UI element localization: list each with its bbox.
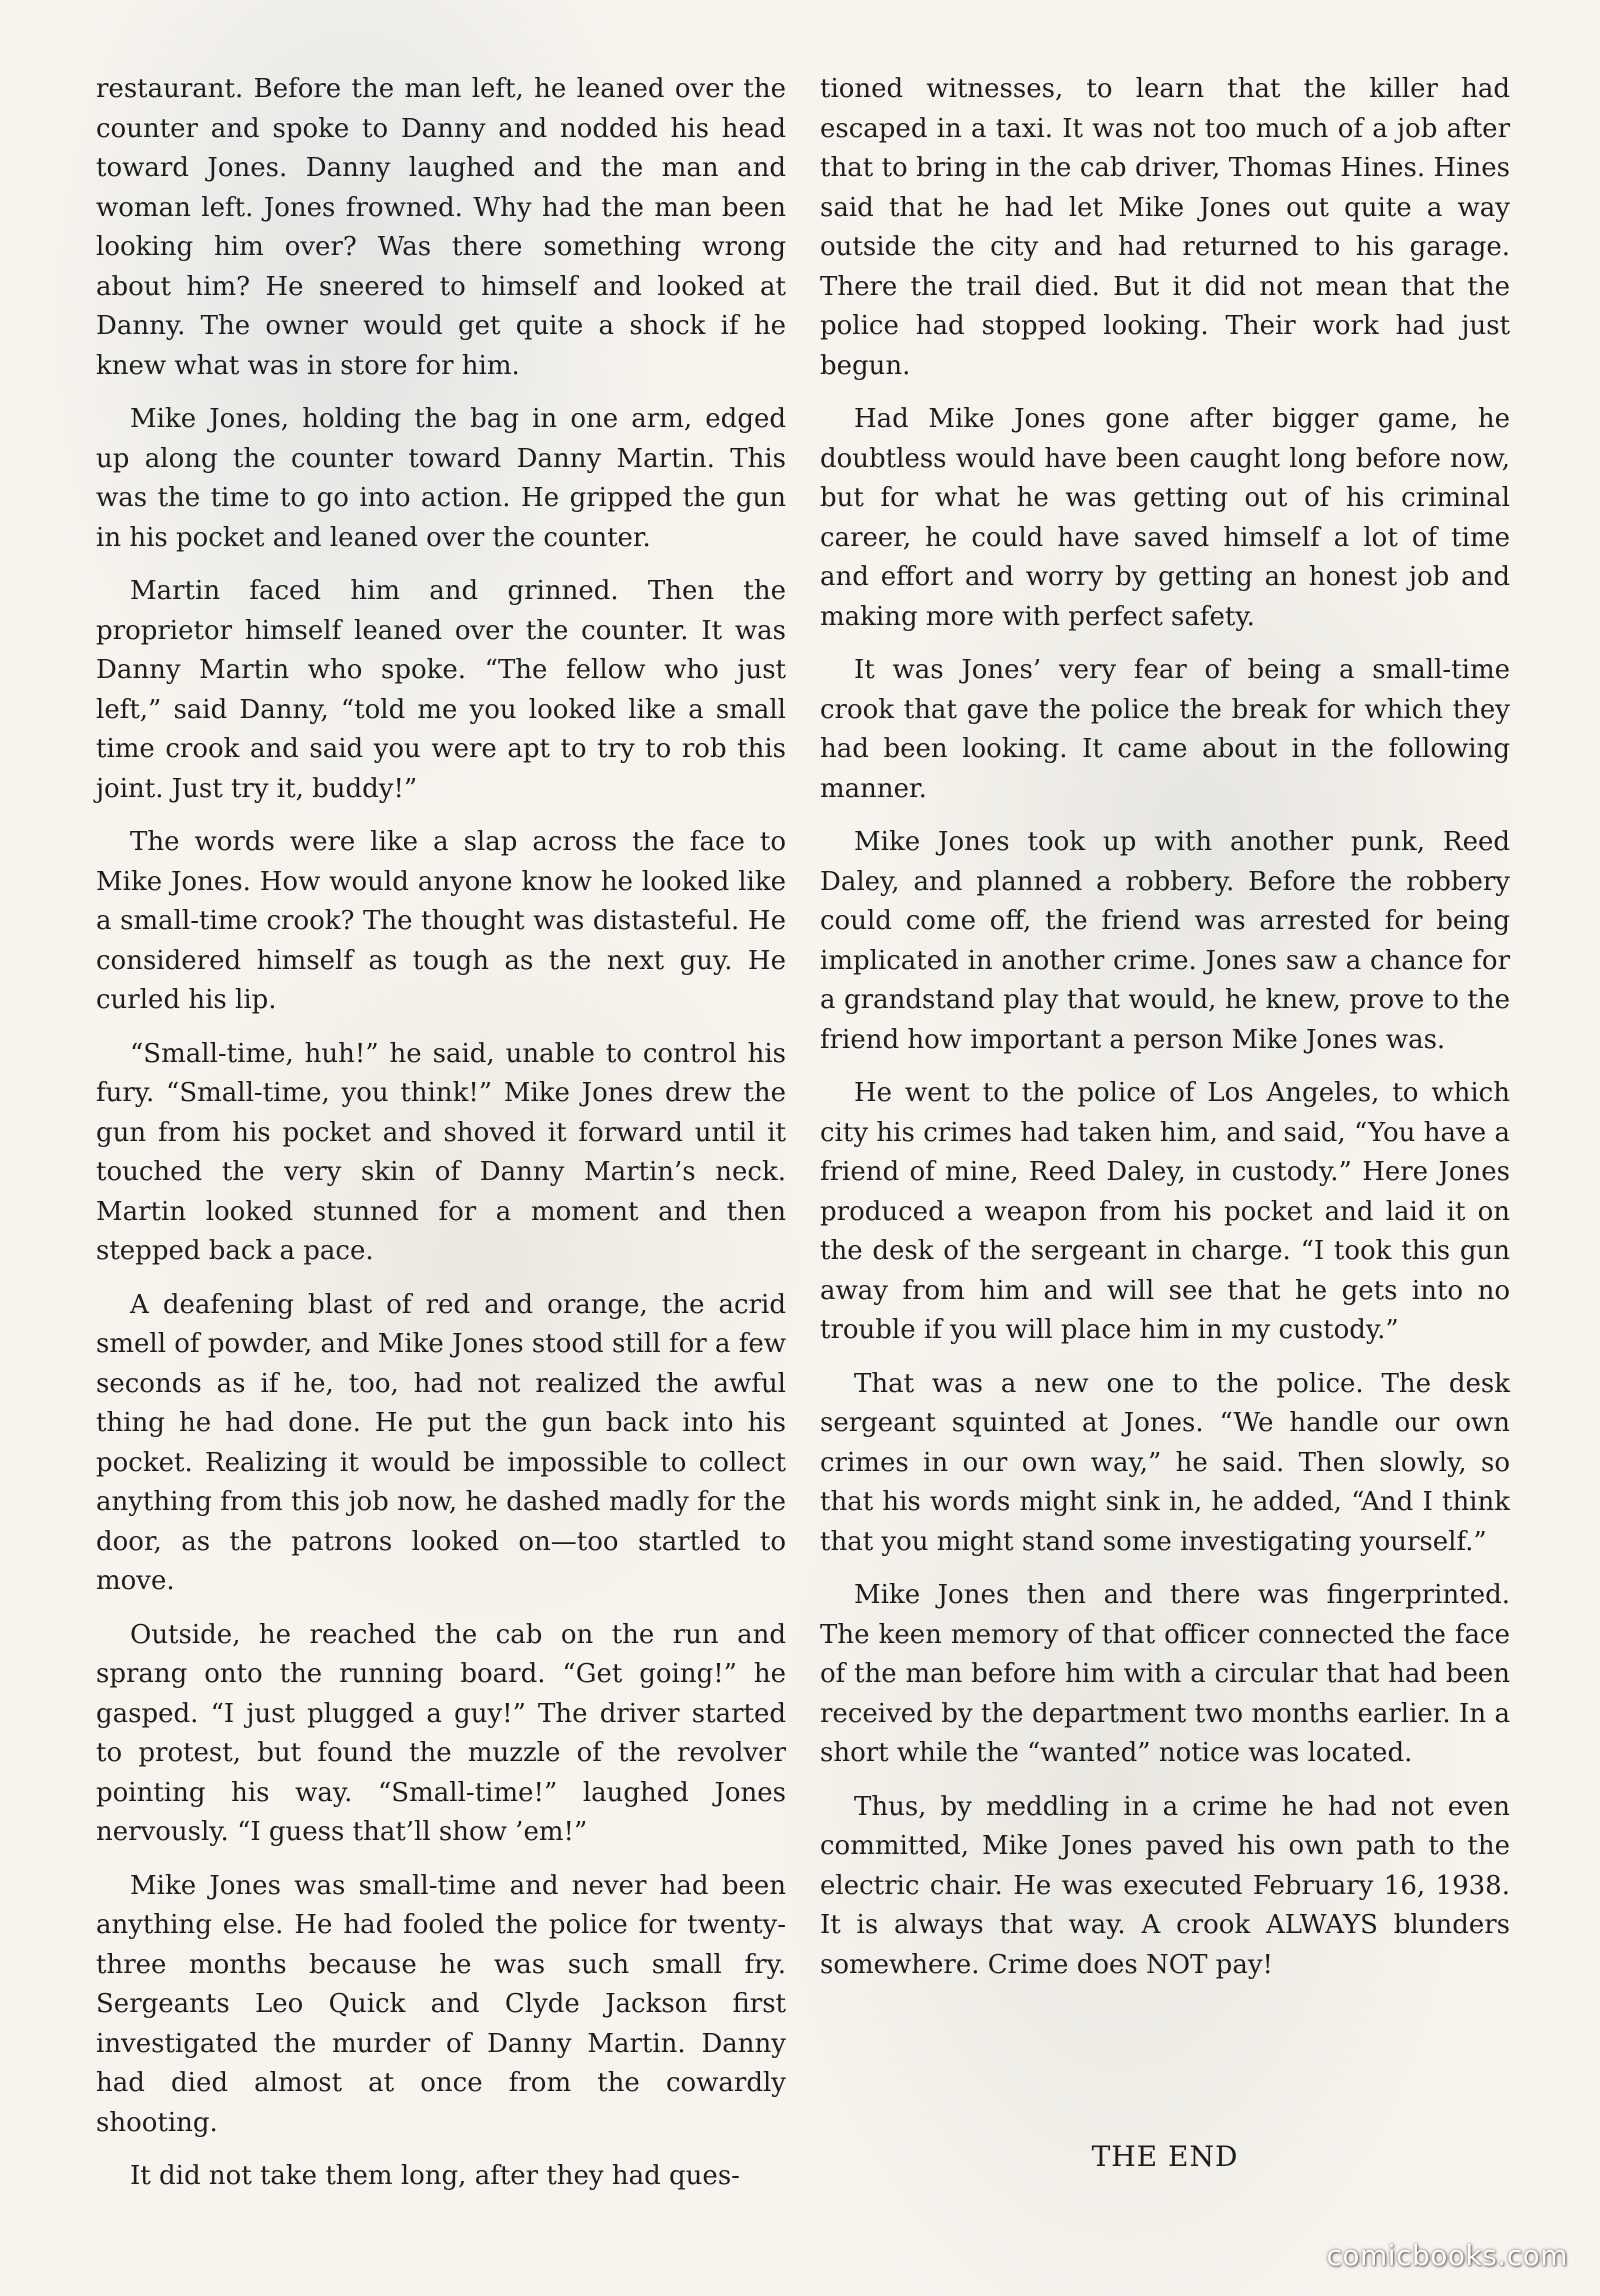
paragraph: A deafening blast of red and orange, the acrid smell of powder, and Mike Jones stood still for a few seconds as if he, too, had not realized the awful thing he had done. He put the gun back into his pocket. Realizing it would be impossible to collect anything from this job now, he dashed madly for the door, as the patrons looked on—too startled to move.	[96, 1289, 786, 1596]
paragraph: It did not take them long, after they had ques-	[130, 2161, 740, 2191]
paragraph: restaurant. Before the man left, he leaned over the counter and spoke to Danny and nodded his head toward Jones. Danny laughed and the man and woman left. Jones frowned. Why had the man been looking him over? Was there something wrong about him? He sneered to himself and looked at Danny. The owner would get quite a shock if he knew what was in store for him.	[96, 74, 786, 381]
paragraph: Martin faced him and grinned. Then the proprietor himself leaned over the counter. It was Danny Martin who spoke. “The fellow who just left,” said Danny, “told me you looked like a small time crook and said you were apt to try to rob this joint. Just try it, buddy!”	[96, 576, 786, 804]
paragraph: Thus, by meddling in a crime he had not even committed, Mike Jones paved his own path to the electric chair. He was executed February 16, 1938. It is always that way. A crook ALWAYS blunders somewhere. Crime does NOT pay!	[820, 1791, 1510, 1980]
paragraph: Had Mike Jones gone after bigger game, he doubtless would have been caught long before now, but for what he was getting out of his criminal career, he could have saved himself a lot of time and effort and worry by getting an honest job and making more with perfect safety.	[820, 404, 1510, 632]
paragraph: Mike Jones then and there was fingerprinted. The keen memory of that officer connected the face of the man before him with a circular that had been received by the department two months earlier. In a short while the “wanted” notice was located.	[820, 1580, 1510, 1768]
paragraph: He went to the police of Los Angeles, to which city his crimes had taken him, and said, “You have a friend of mine, Reed Daley, in custody.” Here Jones produced a weapon from his pocket and laid it on the desk of the sergeant in charge. “I took this gun away from him and will see that he gets into no trouble if you will place him in my custody.”	[820, 1078, 1510, 1345]
site-watermark: comicbooks.com	[1326, 2239, 1568, 2272]
paragraph: The words were like a slap across the face to Mike Jones. How would anyone know he looked like a small-time crook? The thought was distasteful. He considered himself as tough as the next guy. He curled his lip.	[96, 827, 786, 1015]
paragraph: Mike Jones, holding the bag in one arm, edged up along the counter toward Danny Martin. This was the time to go into action. He gripped the gun in his pocket and leaned over the counter.	[96, 404, 786, 553]
paragraph: “Small-time, huh!” he said, unable to control his fury. “Small-time, you think!” Mike Jones drew the gun from his pocket and shoved it forward until it touched the very skin of Danny Martin’s neck. Martin looked stunned for a moment and then stepped back a pace.	[96, 1038, 786, 1266]
paragraph: That was a new one to the police. The desk sergeant squinted at Jones. “We handle our own crimes in our own way,” he said. Then slowly, so that his words might sink in, he added, “And I think that you might stand some investigating yourself.”	[820, 1368, 1510, 1557]
paragraph: Outside, he reached the cab on the run and sprang onto the running board. “Get going!” he gasped. “I just plugged a guy!” The driver started to protest, but found the muzzle of the revolver pointing his way. “Small-time!” laughed Jones nervously. “I guess that’ll show ’em!”	[96, 1619, 786, 1847]
paragraph: Mike Jones took up with another punk, Reed Daley, and planned a robbery. Before the robbery could come off, the friend was arrested for being implicated in another crime. Jones saw a chance for a grandstand play that would, he knew, prove to the friend how important a person Mike Jones was.	[820, 827, 1510, 1055]
paragraph: Mike Jones was small-time and never had been anything else. He had fooled the police for twenty-three months because he was such small fry. Sergeants Leo Quick and Clyde Jackson first investigated the murder of Danny Martin. Danny had died almost at once from the cowardly shooting.	[96, 1870, 786, 2138]
text-column-left	[96, 70, 786, 2211]
text-column-right	[820, 70, 1510, 1999]
story-end-label: THE END	[1091, 2140, 1239, 2173]
paragraph: It was Jones’ very fear of being a small-time crook that gave the police the break for which they had been looking. It came about in the following manner.	[820, 655, 1510, 804]
paragraph: tioned witnesses, to learn that the killer had escaped in a taxi. It was not too much of a job after that to bring in the cab driver, Thomas Hines. Hines said that he had let Mike Jones out quite a way outside the city and had returned to his garage. There the trail died. But it did not mean that the police had stopped looking. Their work had just begun.	[820, 74, 1510, 381]
